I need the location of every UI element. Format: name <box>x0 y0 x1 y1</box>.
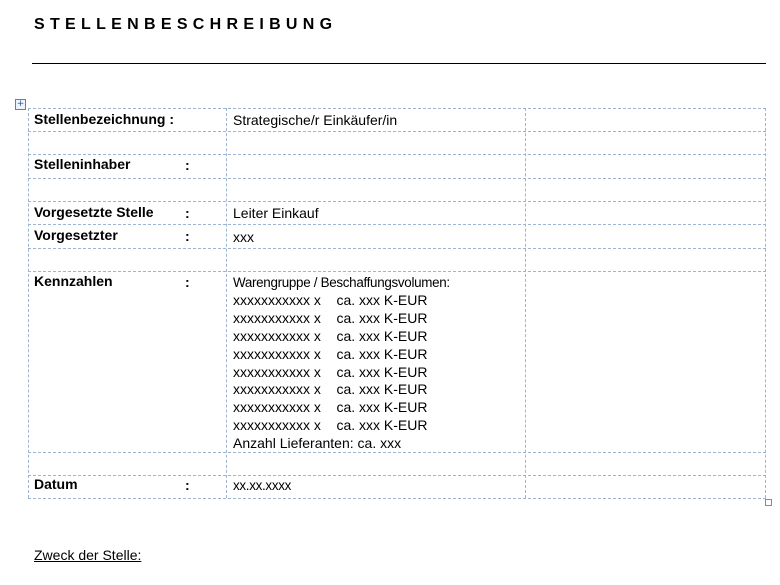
vorgesetzte-stelle-label: Vorgesetzte Stelle <box>34 204 154 220</box>
kennzahlen-heading: Warengruppe / Beschaffungsvolumen: <box>233 275 450 290</box>
stelleninhaber-label: Stelleninhaber <box>34 156 131 172</box>
kennzahlen-line: xxxxxxxxxxx x ca. xxx K-EUR <box>233 363 428 380</box>
vorgesetzter-value: xxx <box>233 229 254 245</box>
kennzahlen-footer: Anzahl Lieferanten: ca. xxx <box>233 435 402 452</box>
kennzahlen-line: xxxxxxxxxxx x ca. xxx K-EUR <box>233 399 428 416</box>
stelleninhaber-colon: : <box>185 157 190 173</box>
datum-colon: : <box>185 477 190 493</box>
kennzahlen-line: xxxxxxxxxxx x ca. xxx K-EUR <box>233 309 428 326</box>
datum-value: xx.xx.xxxx <box>233 478 292 493</box>
table-resize-handle[interactable] <box>765 499 772 506</box>
vorgesetzter-colon: : <box>185 228 190 244</box>
vorgesetzte-stelle-value: Leiter Einkauf <box>233 205 319 221</box>
page-title: STELLENBESCHREIBUNG <box>34 16 338 33</box>
stellenbezeichnung-value: Strategische/r Einkäufer/in <box>233 112 398 128</box>
kennzahlen-line: xxxxxxxxxxx x ca. xxx K-EUR <box>233 327 428 344</box>
zweck-der-stelle-heading: Zweck der Stelle: <box>34 547 142 563</box>
vorgesetzte-stelle-colon: : <box>185 205 190 221</box>
move-icon[interactable]: + <box>16 99 25 109</box>
title-divider <box>32 63 766 64</box>
kennzahlen-colon: : <box>185 274 190 290</box>
vorgesetzter-label: Vorgesetzter <box>34 227 118 243</box>
kennzahlen-line: xxxxxxxxxxx x ca. xxx K-EUR <box>233 291 428 308</box>
kennzahlen-values <box>233 274 450 453</box>
stellenbezeichnung-label: Stellenbezeichnung : <box>34 111 175 127</box>
kennzahlen-line: xxxxxxxxxxx x ca. xxx K-EUR <box>233 417 428 434</box>
datum-label: Datum <box>34 476 78 492</box>
kennzahlen-label: Kennzahlen <box>34 273 113 289</box>
kennzahlen-line: xxxxxxxxxxx x ca. xxx K-EUR <box>233 345 428 362</box>
kennzahlen-line: xxxxxxxxxxx x ca. xxx K-EUR <box>233 381 428 398</box>
